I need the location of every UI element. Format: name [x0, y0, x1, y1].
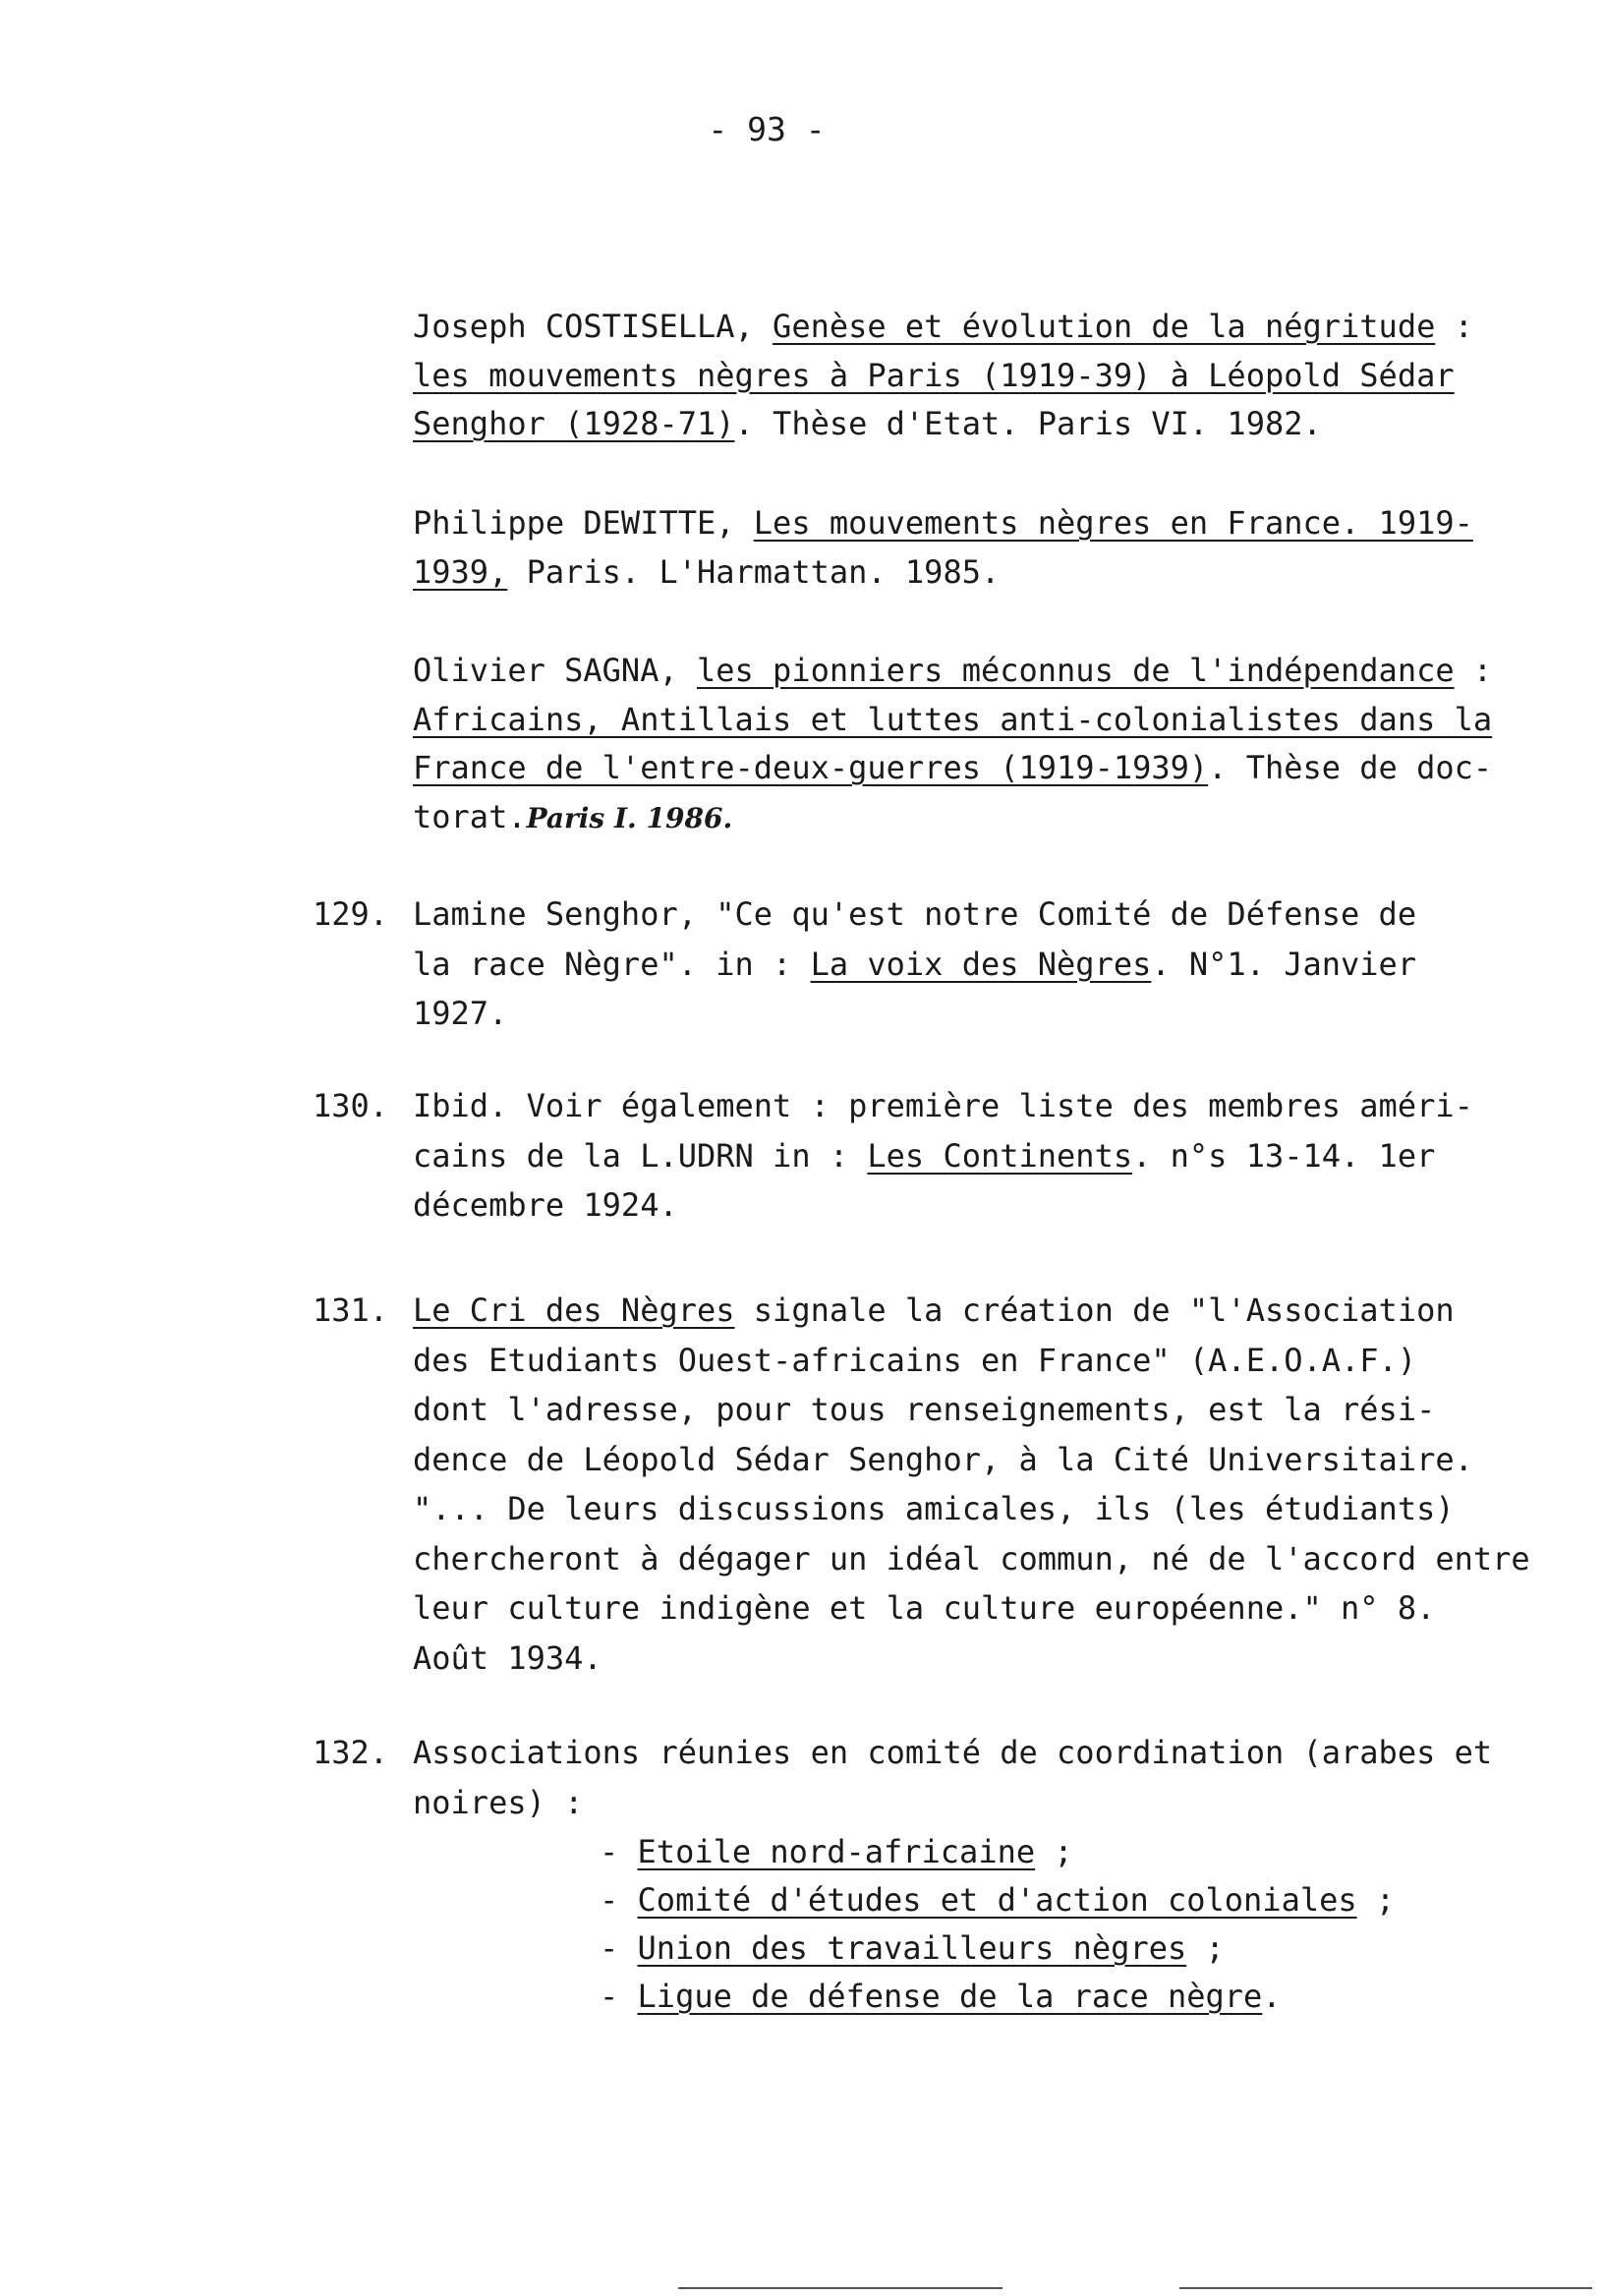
footnote-line: Août 1934.	[413, 1638, 602, 1677]
association-name: Union des travailleurs nègres	[637, 1929, 1187, 1967]
association-name: Ligue de défense de la race nègre	[637, 1978, 1263, 2015]
footnote-line: Associations réunies en comité de coordination (arabes et	[413, 1734, 1493, 1771]
work-title: Les Continents	[867, 1136, 1133, 1175]
footnote-line: Ibid. Voir également : première liste des membres améri-	[413, 1087, 1473, 1124]
footnote-number: 131.	[313, 1292, 389, 1329]
footnote-line: "... De leurs discussions amicales, ils (les étudiants)	[413, 1490, 1455, 1527]
dash: -	[600, 1833, 638, 1870]
footnote-line: chercheront à dégager un idéal commun, né de l'accord entre	[413, 1539, 1530, 1578]
footnote-line	[413, 1131, 1590, 1181]
publication-info: torat.	[413, 797, 527, 835]
association-list	[0, 1828, 1396, 2021]
handwritten-annotation: Paris I. 1986.	[526, 801, 733, 834]
text: . N°1. Janvier	[1151, 945, 1417, 983]
footnote-131	[313, 1286, 1590, 1683]
footnote-132	[313, 1728, 1590, 1827]
footnote-number: 130.	[313, 1087, 389, 1124]
reference-sagna	[413, 647, 1592, 842]
footnote-line	[413, 940, 1590, 990]
text: . n°s 13-14. 1er	[1132, 1136, 1436, 1175]
page-number: - 93 -	[708, 110, 826, 148]
reference-line	[413, 352, 1592, 401]
punctuation: :	[1454, 652, 1493, 689]
footnote-line	[413, 1286, 1590, 1336]
author: Philippe DEWITTE,	[413, 504, 735, 542]
reference-line	[413, 303, 1592, 352]
footnote-line: des Etudiants Ouest-africains en France" (A.E.O.A.F.)	[413, 1341, 1417, 1379]
publication-info: . Thèse d'Etat. Paris VI. 1982.	[734, 405, 1322, 442]
reference-line	[413, 793, 1592, 843]
punctuation: ;	[1035, 1833, 1073, 1870]
punctuation: ;	[1356, 1881, 1396, 1919]
footnote-number: 129.	[313, 895, 389, 933]
footnote-129	[313, 890, 1590, 1039]
dash: -	[600, 1929, 638, 1967]
punctuation: ;	[1186, 1929, 1225, 1967]
association-name: Comité d'études et d'action coloniales	[637, 1881, 1357, 1919]
footnote-number: 132.	[313, 1734, 389, 1771]
reference-line	[413, 744, 1592, 793]
work-title: Genèse et évolution de la négritude	[773, 308, 1436, 345]
work-title: La voix des Nègres	[810, 945, 1152, 983]
list-item	[600, 1973, 1282, 2021]
publication-info: Paris. L'Harmattan. 1985.	[507, 552, 1001, 591]
text: la race Nègre". in :	[413, 945, 811, 983]
reference-line	[413, 647, 1592, 696]
scan-edge-line	[1179, 2287, 1592, 2289]
work-title: Africains, Antillais et luttes anti-colonialistes dans la	[413, 700, 1493, 738]
footnote-130	[313, 1081, 1590, 1231]
reference-line	[413, 548, 1592, 598]
list-item	[600, 1828, 1278, 1876]
reference-line	[413, 400, 1592, 449]
punctuation: .	[1262, 1978, 1282, 2015]
work-title: Les mouvements nègres en France. 1919-	[753, 504, 1473, 542]
footnote-line: leur culture indigène et la culture européenne." n° 8.	[413, 1589, 1436, 1627]
dash: -	[600, 1881, 638, 1919]
reference-costisella	[413, 303, 1592, 449]
reference-line	[413, 696, 1592, 745]
punctuation: :	[1435, 308, 1473, 345]
footnote-line: 1927.	[413, 995, 508, 1032]
footnote-line: dont l'adresse, pour tous renseignements, est la rési-	[413, 1391, 1436, 1428]
work-title: 1939,	[413, 552, 508, 591]
footnote-line: décembre 1924.	[413, 1186, 678, 1224]
text: signale la création de "l'Association	[734, 1292, 1455, 1329]
scan-edge-line	[678, 2287, 1002, 2289]
work-title: France de l'entre-deux-guerres (1919-1939)	[413, 749, 1209, 786]
work-title: les mouvements nègres à Paris (1919-39) à Léopold Sédar	[413, 356, 1455, 394]
author: Olivier SAGNA,	[413, 652, 678, 689]
work-title: les pionniers méconnus de l'indépendance	[696, 652, 1455, 689]
association-name: Etoile nord-africaine	[637, 1833, 1036, 1870]
list-item	[600, 1924, 1278, 1973]
list-item	[600, 1876, 1396, 1924]
reference-line	[413, 499, 1592, 548]
footnote-line: Lamine Senghor, "Ce qu'est notre Comité de Défense de	[413, 895, 1417, 933]
work-title: Le Cri des Nègres	[413, 1292, 735, 1329]
reference-dewitte	[413, 499, 1592, 597]
author: Joseph COSTISELLA,	[413, 308, 754, 345]
text: cains de la L.UDRN in :	[413, 1136, 868, 1175]
dash: -	[600, 1978, 638, 2015]
footnote-line: dence de Léopold Sédar Senghor, à la Cité Universitaire.	[413, 1440, 1473, 1478]
footnote-line: noires) :	[413, 1783, 584, 1821]
publication-info: . Thèse de doc-	[1208, 749, 1493, 786]
work-title: Senghor (1928-71)	[413, 405, 735, 442]
